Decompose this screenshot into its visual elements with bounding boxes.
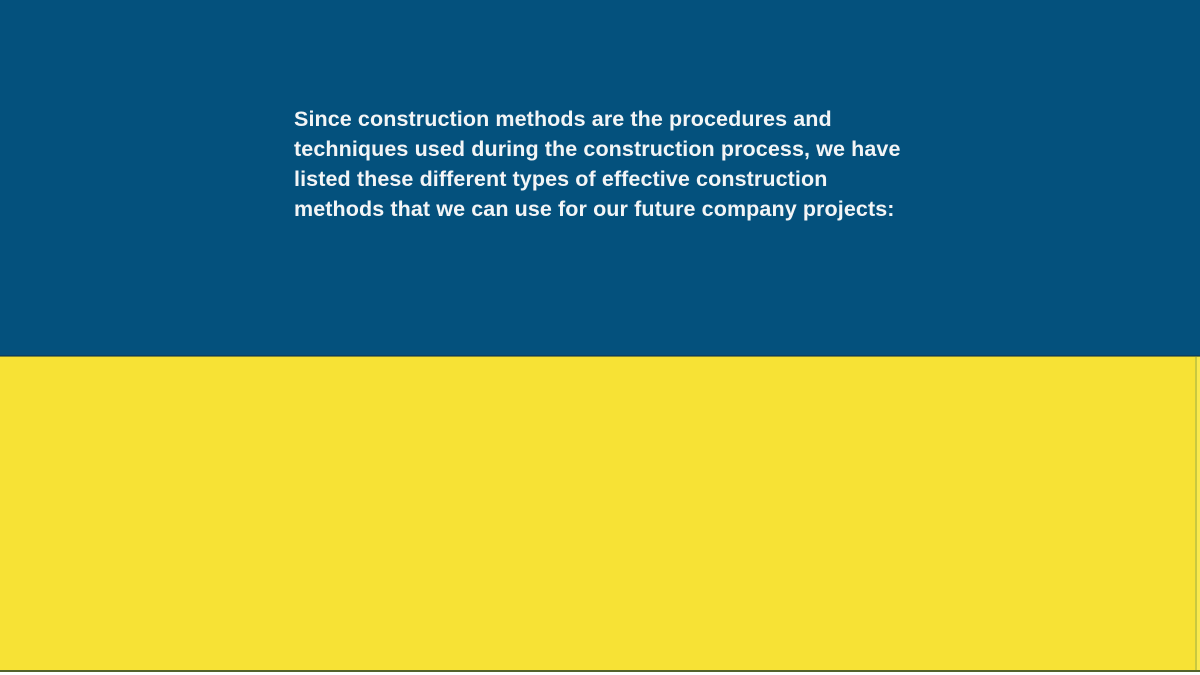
- paragraph-line: listed these different types of effective construction: [294, 167, 828, 191]
- paragraph-line: methods that we can use for our future company projects:: [294, 197, 895, 221]
- paragraph-line: techniques used during the construction process, we have: [294, 137, 901, 161]
- paragraph-line: Since construction methods are the procedures and: [294, 107, 832, 131]
- intro-paragraph: [294, 104, 934, 224]
- bottom-yellow-panel: [0, 357, 1200, 670]
